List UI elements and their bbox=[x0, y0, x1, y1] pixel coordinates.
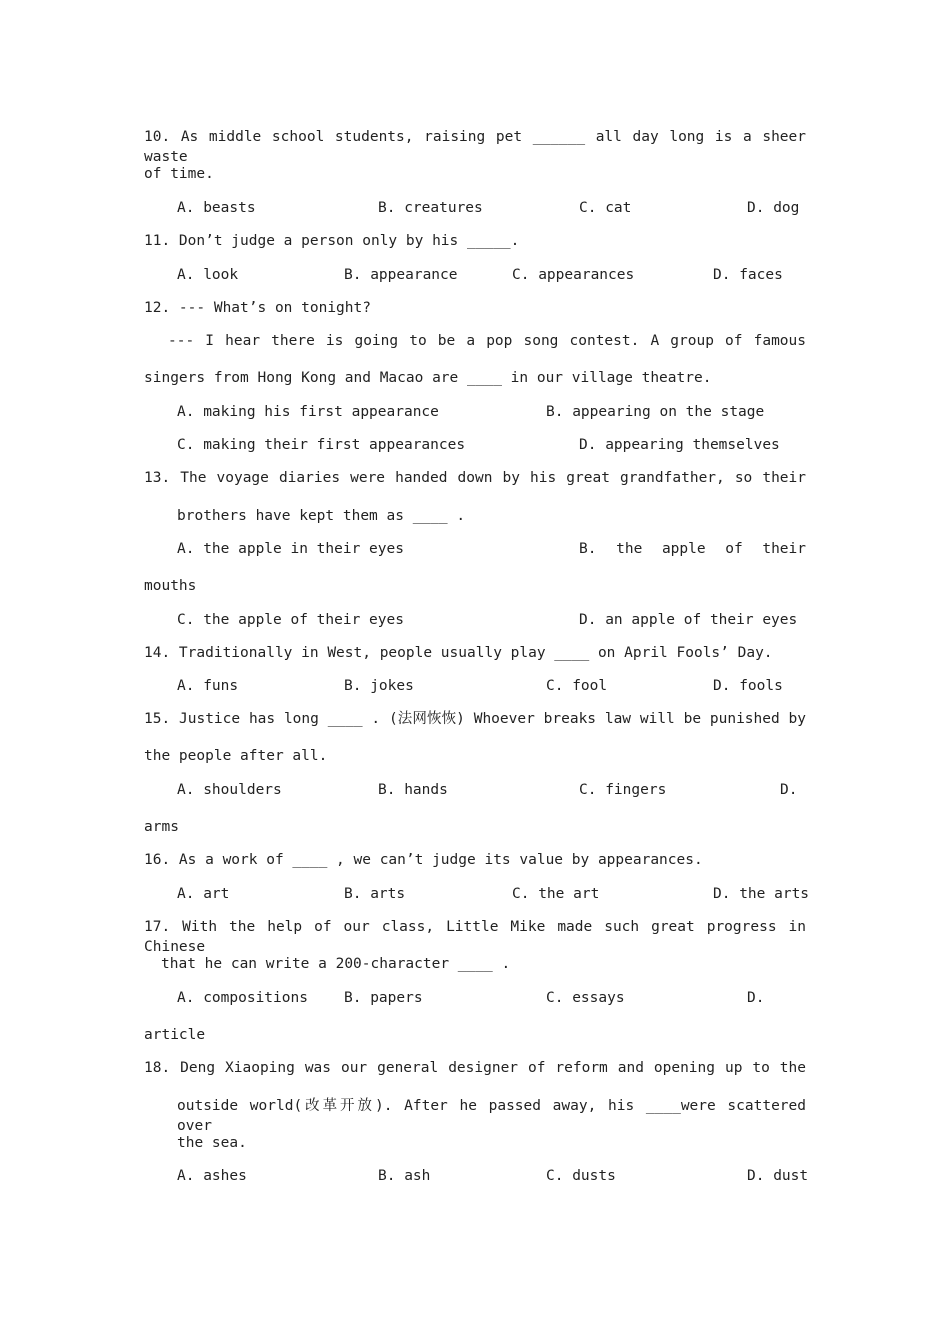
question-11-stem: 11. Don’t judge a person only by his _____. bbox=[144, 233, 520, 249]
question-13-stem-line-1: 13. The voyage diaries were handed down by his great grandfather, so their bbox=[144, 470, 806, 486]
question-15-option-c: C. fingers bbox=[579, 782, 667, 798]
question-16-stem: 16. As a work of ____ , we can’t judge its value by appearances. bbox=[144, 852, 703, 868]
question-11-option-c: C. appearances bbox=[512, 267, 635, 283]
question-15-stem-line-2: the people after all. bbox=[144, 748, 328, 764]
question-12-option-c: C. making their first appearances bbox=[177, 437, 466, 453]
question-17-option-d-continued: article bbox=[144, 1027, 206, 1043]
question-11-option-d: D. faces bbox=[713, 267, 783, 283]
question-14-stem: 14. Traditionally in West, people usually play ____ on April Fools’ Day. bbox=[144, 645, 773, 661]
question-13-option-c: C. the apple of their eyes bbox=[177, 612, 404, 628]
question-16-option-a: A. art bbox=[177, 886, 230, 902]
question-18-option-d: D. dust bbox=[747, 1168, 809, 1184]
question-16-option-b: B. arts bbox=[344, 886, 406, 902]
question-10-option-b: B. creatures bbox=[378, 200, 483, 216]
question-10-option-d: D. dog bbox=[747, 200, 800, 216]
question-13-stem-line-2: brothers have kept them as ____ . bbox=[177, 508, 466, 524]
question-12-option-d: D. appearing themselves bbox=[579, 437, 780, 453]
question-17-stem-line-1: 17. With the help of our class, Little Mike made such great progress in Chinese bbox=[144, 919, 806, 955]
question-15-option-d: D. bbox=[780, 782, 798, 798]
question-13-option-b-continued: mouths bbox=[144, 578, 197, 594]
question-10-option-a: A. beasts bbox=[177, 200, 256, 216]
question-16-option-c: C. the art bbox=[512, 886, 600, 902]
question-12-stem-line-1: 12. --- What’s on tonight? bbox=[144, 300, 371, 316]
question-15-option-a: A. shoulders bbox=[177, 782, 282, 798]
question-17-option-b: B. papers bbox=[344, 990, 423, 1006]
question-18-option-b: B. ash bbox=[378, 1168, 431, 1184]
question-12-stem-line-2: --- I hear there is going to be a pop song contest. A group of famous bbox=[168, 333, 806, 349]
question-11-option-b: B. appearance bbox=[344, 267, 458, 283]
question-10-stem-line-1: 10. As middle school students, raising pet ______ all day long is a sheer waste bbox=[144, 129, 806, 165]
question-14-option-b: B. jokes bbox=[344, 678, 414, 694]
question-18-stem-line-1: 18. Deng Xiaoping was our general designer of reform and opening up to the bbox=[144, 1060, 806, 1076]
question-18-option-a: A. ashes bbox=[177, 1168, 247, 1184]
question-13-option-d: D. an apple of their eyes bbox=[579, 612, 798, 628]
question-15-option-d-continued: arms bbox=[144, 819, 179, 835]
question-13-option-a: A. the apple in their eyes bbox=[177, 541, 404, 557]
question-10-option-c: C. cat bbox=[579, 200, 632, 216]
question-11-option-a: A. look bbox=[177, 267, 239, 283]
question-12-option-a: A. making his first appearance bbox=[177, 404, 439, 420]
question-18-option-c: C. dusts bbox=[546, 1168, 616, 1184]
question-14-option-c: C. fool bbox=[546, 678, 608, 694]
question-18-stem-line-2: outside world(改革开放). After he passed away, his ____were scattered over bbox=[177, 1098, 806, 1134]
question-15-option-b: B. hands bbox=[378, 782, 448, 798]
question-14-option-d: D. fools bbox=[713, 678, 783, 694]
question-17-option-c: C. essays bbox=[546, 990, 625, 1006]
question-17-option-a: A. compositions bbox=[177, 990, 308, 1006]
question-17-option-d: D. bbox=[747, 990, 765, 1006]
question-13-option-b: B. the apple of their bbox=[579, 541, 806, 557]
question-14-option-a: A. funs bbox=[177, 678, 239, 694]
question-15-stem-line-1: 15. Justice has long ____ . (法网恢恢) Whoever breaks law will be punished by bbox=[144, 711, 806, 727]
question-16-option-d: D. the arts bbox=[713, 886, 810, 902]
question-12-stem-line-3: singers from Hong Kong and Macao are ____ in our village theatre. bbox=[144, 370, 712, 386]
question-17-stem-line-2: that he can write a 200-character ____ . bbox=[161, 956, 511, 972]
question-18-stem-line-3: the sea. bbox=[177, 1135, 247, 1151]
question-10-stem-line-2: of time. bbox=[144, 166, 214, 182]
question-12-option-b: B. appearing on the stage bbox=[546, 404, 765, 420]
